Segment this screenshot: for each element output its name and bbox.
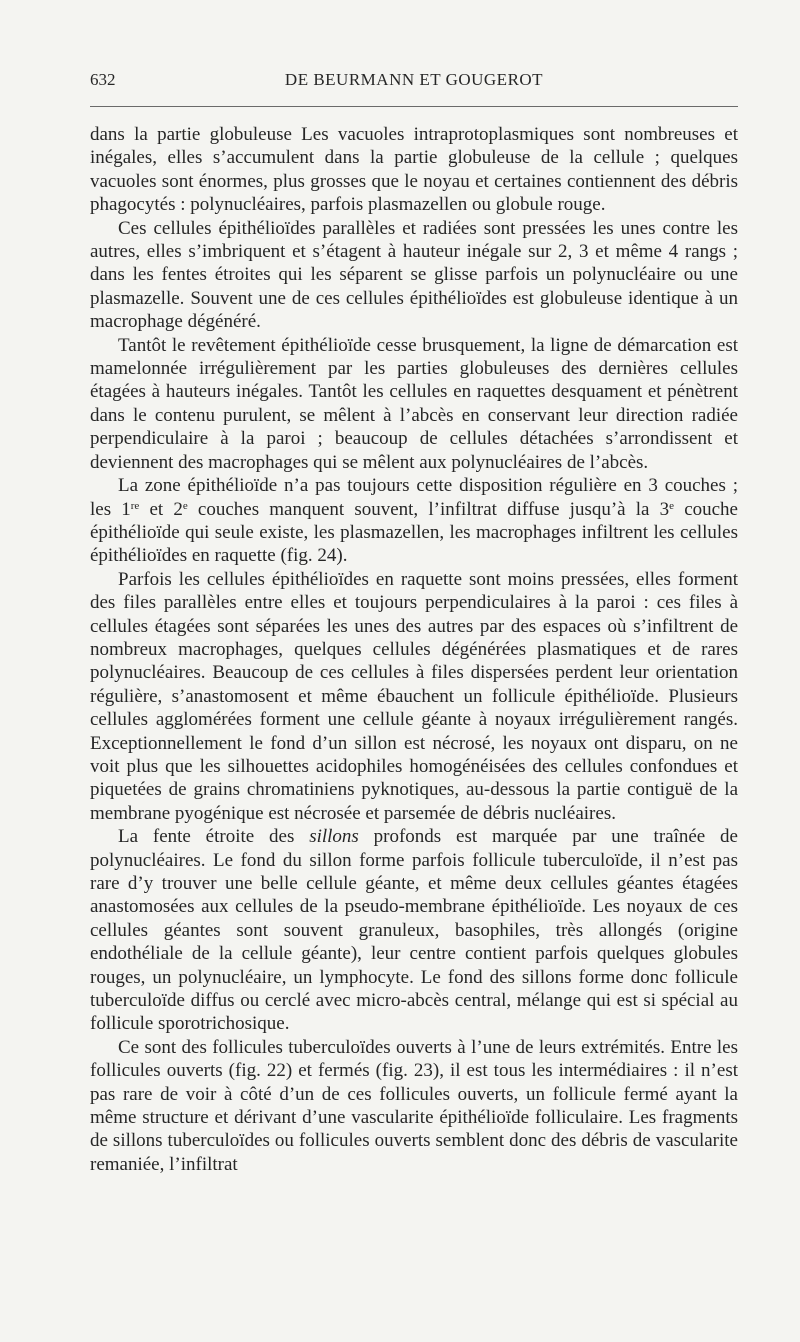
paragraph-4-text-d: couche épithélioïde qui seule existe, les plasmazellen, les macrophages infiltrent les cellules épithélioïdes en raquette (fig. 24).	[90, 498, 738, 567]
running-title: DE BEURMANN ET GOUGEROT	[284, 70, 544, 89]
paragraph-2: Ces cellules épithélioïdes parallèles et radiées sont pressées les unes contre les autres, elles s’imbriquent et s’étagent à hauteur inégale sur 2, 3 et même 4 rangs ; dans les fentes étroites qui les séparent se glisse parfois un polynucléaire ou une plasmazelle. Souvent une de ces cellules épithélioïdes est globuleuse identique à un macrophage dégénéré.	[90, 217, 738, 333]
page-header	[90, 70, 738, 96]
header-rule	[90, 106, 738, 107]
paragraph-4-text-a: La zone épithélioïde n’a pas toujours cette disposition régulière en 3 couches ; les 1	[90, 475, 738, 520]
superscript-e-2: e	[669, 499, 675, 512]
paragraph-1: dans la partie globuleuse Les vacuoles intraprotoplasmiques sont nombreuses et inégales, elles s’accumulent dans la partie globuleuse de la cellule ; quelques vacuoles sont énormes, plus grosses que le noyau et certaines contiennent des débris phagocytés : polynucléaires, parfois plasmazellen ou globule rouge.	[90, 124, 738, 216]
paragraph-3: Tantôt le revêtement épithélioïde cesse brusquement, la ligne de démarcation est mamelonnée irrégulièrement par les parties globuleuses des dernières cellules étagées à hauteurs inégales. Tantôt les cellules en raquettes desquament et pénètrent dans le contenu purulent, se mêlent à l’abcès en conservant leur direction radiée perpendiculaire à la paroi ; beaucoup de cellules détachées s’arrondissent et deviennent des macrophages qui se mêlent aux polynucléaires de l’abcès.	[90, 334, 738, 473]
paragraph-6	[90, 825, 738, 1036]
superscript-re: re	[130, 499, 140, 512]
paragraph-5: Parfois les cellules épithélioïdes en raquette sont moins pressées, elles forment des files parallèles entre elles et toujours perpendiculaires à la paroi : ces files à cellules étagées sont séparées les unes des autres par des espaces où s’infiltrent de nombreux macrophages, quelques cellules dégénérées plasmatiques et de rares polynucléaires. Beaucoup de ces cellules à files dispersées perdent leur orientation régulière, s’anastomosent et même ébauchent un follicule épithélioïde. Plusieurs cellules agglomérées forment une cellule géante à noyaux irrégulièrement rangés. Exceptionnellement le fond d’un sillon est nécrosé, les noyaux ont disparu, on ne voit plus que les silhouettes acidophiles homogénéisées des cellules confondues et piquetées de grains chromatiniens pyknotiques, au-dessous la partie contiguë de la membrane pyogénique est nécrosée et parsemée de débris nucléaires.	[90, 568, 738, 824]
paragraph-4	[90, 474, 738, 568]
italic-sillons: sillons	[309, 826, 359, 848]
paragraph-6-text-b: profonds est marquée par une traînée de polynucléaires. Le fond du sillon forme parfois follicule tuberculoïde, il n’est pas rare d’y trouver une belle cellule géante, et même deux cellules géantes étagées anastomosées aux cellules de la pseudo-membrane épithélioïde. Les noyaux de ces cellules géantes sont souvent granuleux, basophiles, très allongés (origine endothéliale de la cellule géante), leur centre contient parfois quelques globules rouges, un polynucléaire, un lymphocyte. Le fond des sillons forme donc follicule tuberculoïde diffus ou cerclé avec micro-abcès central, mélange qui est si spécial au follicule sporotrichosique.	[90, 826, 738, 1035]
paragraph-4-text-c: couches manquent souvent, l’infiltrat diffuse jusqu’à la 3	[187, 498, 670, 520]
paragraph-4-text-b: et 2	[139, 498, 183, 520]
paragraph-7: Ce sont des follicules tuberculoïdes ouverts à l’une de leurs extrémités. Entre les follicules ouverts (fig. 22) et fermés (fig. 23), il est tous les intermédiaires : il n’est pas rare de voir à côté d’un de ces follicules ouverts, un follicule fermé ayant la même structure et dérivant d’une vascularite épithélioïde folliculaire. Les fragments de sillons tuberculoïdes ou follicules ouverts semblent donc des débris de vascularite remaniée, l’infiltrat	[90, 1036, 738, 1175]
superscript-e-1: e	[182, 499, 188, 512]
paragraph-6-text-a: La fente étroite des	[118, 826, 310, 848]
page-number: 632	[90, 70, 116, 89]
body-text	[90, 123, 738, 1176]
